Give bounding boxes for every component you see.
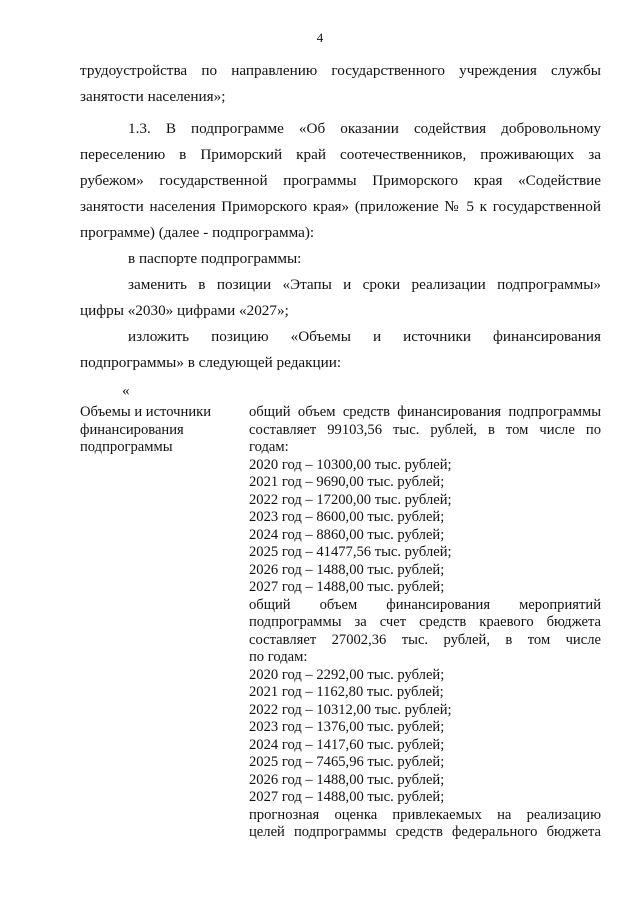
total-year-2025: 2025 год – 41477,56 тыс. рублей;: [249, 544, 452, 560]
regional-line-2: подпрограммы за счет средств краевого бюджета: [249, 614, 601, 630]
regional-year-2020: 2020 год – 2292,00 тыс. рублей;: [249, 666, 445, 683]
total-year-2023: 2023 год – 8600,00 тыс. рублей;: [249, 509, 445, 525]
item-1-3-line-5: программе) (далее - подпрограмма):: [80, 224, 315, 241]
table-content: [249, 404, 601, 842]
total-year-2022: 2022 год – 17200,00 тыс. рублей;: [249, 491, 452, 508]
total-line-2: составляет 99103,56 тыс. рублей, в том числе по: [249, 421, 601, 438]
item-1-3-line-3: рубежом» государственной программы Приморского края «Содействие: [80, 172, 601, 189]
total-line-3: годам:: [249, 439, 289, 455]
total-year-2021: 2021 год – 9690,00 тыс. рублей;: [249, 474, 445, 490]
regional-line-4: по годам:: [249, 649, 308, 665]
regional-year-2026: 2026 год – 1488,00 тыс. рублей;: [249, 771, 445, 788]
regional-year-2025: 2025 год – 7465,96 тыс. рублей;: [249, 754, 445, 770]
top-paragraph-line-2: занятости населения»;: [80, 88, 226, 105]
total-year-2020: 2020 год – 10300,00 тыс. рублей;: [249, 456, 452, 473]
replace-instruction-line-2: цифры «2030» цифрами «2027»;: [80, 302, 289, 319]
federal-line-1: прогнозная оценка привлекаемых на реализацию: [249, 806, 601, 823]
item-1-3-line-2: переселению в Приморский край соотечественников, проживающих за: [80, 146, 601, 163]
regional-line-1: общий объем финансирования мероприятий: [249, 596, 601, 613]
regional-year-2023: 2023 год – 1376,00 тыс. рублей;: [249, 719, 445, 735]
page-number: 4: [316, 30, 324, 45]
passport-intro: в паспорте подпрограммы:: [128, 250, 302, 267]
table-label-line-1: Объемы и источники: [80, 404, 212, 420]
federal-line-2: целей подпрограммы средств федерального бюджета: [249, 824, 601, 840]
total-year-2026: 2026 год – 1488,00 тыс. рублей;: [249, 561, 445, 578]
regional-year-2021: 2021 год – 1162,80 тыс. рублей;: [249, 684, 444, 700]
top-paragraph-line-1: трудоустройства по направлению государственного учреждения службы: [80, 62, 601, 79]
open-quote: «: [122, 382, 130, 399]
regional-line-3: составляет 27002,36 тыс. рублей, в том числе: [249, 631, 601, 648]
regional-year-2024: 2024 год – 1417,60 тыс. рублей;: [249, 736, 445, 753]
table-label-line-2: финансирования: [80, 421, 184, 438]
table-label-line-3: подпрограммы: [80, 439, 173, 455]
regional-year-2022: 2022 год – 10312,00 тыс. рублей;: [249, 701, 452, 718]
regional-year-2027: 2027 год – 1488,00 тыс. рублей;: [249, 789, 445, 805]
state-instruction-line-1: изложить позицию «Объемы и источники финансирования: [128, 328, 601, 345]
replace-instruction-line-1: заменить в позиции «Этапы и сроки реализации подпрограммы»: [128, 276, 601, 293]
total-year-2027: 2027 год – 1488,00 тыс. рублей;: [249, 579, 445, 595]
item-1-3-line-4: занятости населения Приморского края» (приложение № 5 к государственной: [80, 198, 601, 215]
item-1-3-line-1: 1.3. В подпрограмме «Об оказании содействия добровольному: [128, 120, 601, 137]
table-label: [80, 404, 230, 457]
total-line-1: общий объем средств финансирования подпрограммы: [249, 404, 601, 420]
total-year-2024: 2024 год – 8860,00 тыс. рублей;: [249, 526, 445, 543]
state-instruction-line-2: подпрограммы» в следующей редакции:: [80, 354, 342, 371]
